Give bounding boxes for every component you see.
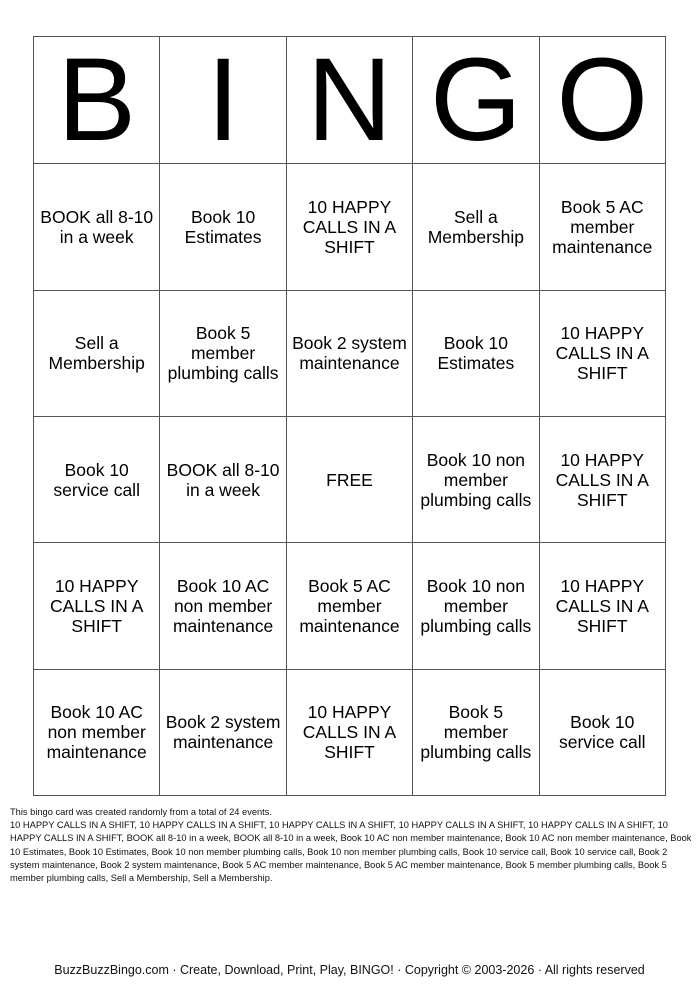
header-letter-g: G (413, 37, 539, 164)
bingo-square: Sell a Membership (413, 164, 539, 290)
bingo-row-5 (34, 669, 666, 795)
bingo-square: Book 10 AC non member maintenance (34, 669, 160, 795)
bingo-square: Book 5 member plumbing calls (160, 290, 286, 416)
header-letter-o: O (539, 37, 665, 164)
bingo-square: 10 HAPPY CALLS IN A SHIFT (539, 416, 665, 542)
bingo-square: Book 5 member plumbing calls (413, 669, 539, 795)
bingo-square: 10 HAPPY CALLS IN A SHIFT (539, 290, 665, 416)
bingo-header-row (34, 37, 666, 164)
bingo-row-1 (34, 164, 666, 290)
bingo-square: Book 2 system maintenance (160, 669, 286, 795)
footer-copyright: BuzzBuzzBingo.com · Create, Download, Print, Play, BINGO! · Copyright © 2003-2026 · All rights reserved (54, 963, 645, 977)
bingo-square: BOOK all 8-10 in a week (34, 164, 160, 290)
bingo-card (33, 36, 666, 796)
bingo-square: Book 5 AC member maintenance (539, 164, 665, 290)
bingo-square: Book 10 service call (34, 416, 160, 542)
bingo-square: Book 10 non member plumbing calls (413, 416, 539, 542)
free-square: FREE (286, 416, 412, 542)
bingo-square: BOOK all 8-10 in a week (160, 416, 286, 542)
bingo-square: Sell a Membership (34, 290, 160, 416)
bingo-square: Book 10 AC non member maintenance (160, 543, 286, 669)
card-info-note (10, 806, 694, 885)
bingo-square: 10 HAPPY CALLS IN A SHIFT (286, 669, 412, 795)
bingo-square: 10 HAPPY CALLS IN A SHIFT (34, 543, 160, 669)
header-letter-n: N (286, 37, 412, 164)
bingo-square: Book 10 Estimates (160, 164, 286, 290)
bingo-square: Book 10 Estimates (413, 290, 539, 416)
bingo-row-3 (34, 416, 666, 542)
card-event-list: 10 HAPPY CALLS IN A SHIFT, 10 HAPPY CALLS IN A SHIFT, 10 HAPPY CALLS IN A SHIFT, 10 HAPPY CALLS IN A SHIFT, 10 HAPPY CALLS IN A SHIFT, 10 HAPPY CALLS IN A SHIFT, BOOK all 8-10 in a week, BOOK all 8-10 in a week, Book 10 AC non member maintenance, Book 10 AC non member maintenance, Book 10 Estimates, Book 10 Estimates, Book 10 non member plumbing calls, Book 10 non member plumbing calls, Book 10 service call, Book 10 service call, Book 2 system maintenance, Book 2 system maintenance, Book 5 AC member maintenance, Book 5 AC member maintenance, Book 5 member plumbing calls, Book 5 member plumbing calls, Sell a Membership, Sell a Membership. (10, 820, 692, 884)
bingo-row-4 (34, 543, 666, 669)
bingo-square: Book 10 service call (539, 669, 665, 795)
bingo-square: 10 HAPPY CALLS IN A SHIFT (539, 543, 665, 669)
bingo-square: Book 10 non member plumbing calls (413, 543, 539, 669)
card-info-intro: This bingo card was created randomly from a total of 24 events. (10, 807, 272, 817)
bingo-square: Book 2 system maintenance (286, 290, 412, 416)
header-letter-i: I (160, 37, 286, 164)
header-letter-b: B (34, 37, 160, 164)
bingo-row-2 (34, 290, 666, 416)
bingo-square: 10 HAPPY CALLS IN A SHIFT (286, 164, 412, 290)
bingo-square: Book 5 AC member maintenance (286, 543, 412, 669)
